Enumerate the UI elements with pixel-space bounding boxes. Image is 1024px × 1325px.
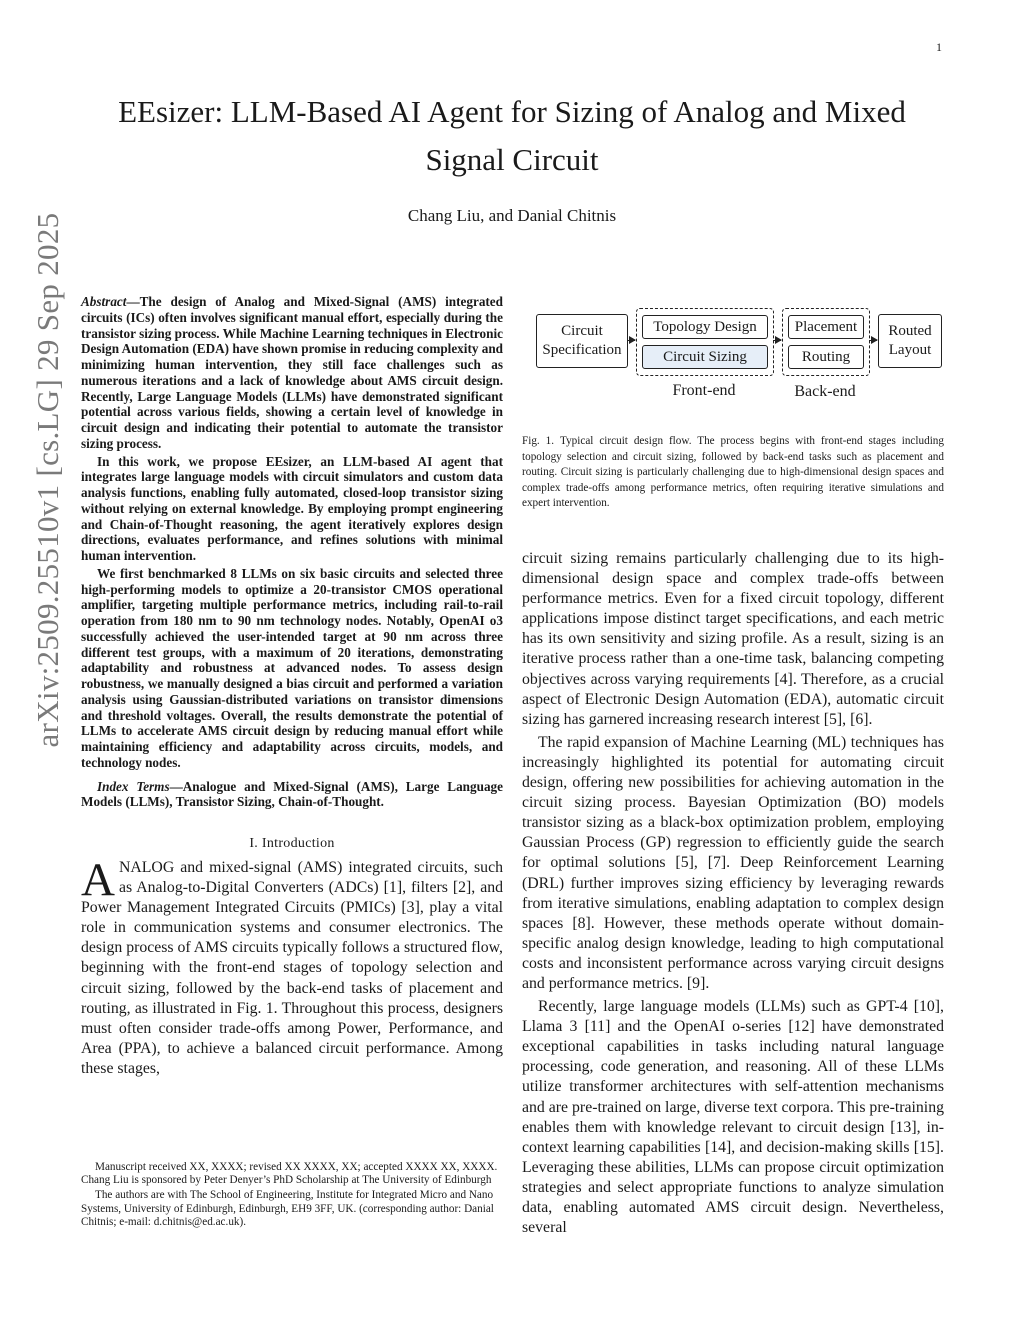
page-number: 1 bbox=[936, 40, 942, 54]
intro-paragraph-1 bbox=[81, 854, 503, 1079]
box-routed-layout: Routed Layout bbox=[878, 314, 942, 368]
arrow-backend-to-layout bbox=[869, 340, 877, 341]
intro-paragraph-2: circuit sizing remains particularly challenging due to its high-dimensional design space and complex trade-offs between performance metrics. Even for a fixed circuit topology, different applications impose distinct target specifications, and each metric has its own sensitivity and sizing profile. As a result, sizing is an iterative process rather than a one-time task, balancing competing objectives across varying requirements [4]. Therefore, as a crucial aspect of Electronic Design Automation (EDA), automatic circuit sizing has garnered increasing research interest [5], [6]. bbox=[522, 550, 944, 728]
abstract-p2: In this work, we propose EEsizer, an LLM-based AI agent that integrates large language models with circuit simulators and custom data analysis functions, enabling fully automated, closed-loop transistor sizing without relying on external knowledge. By employing prompt engineering and Chain-of-Thought reasoning, the agent iteratively explores design directions, evaluates performance, and refines solutions with minimal human intervention. bbox=[81, 453, 503, 563]
drop-cap: A bbox=[81, 854, 115, 906]
box-placement: Placement bbox=[788, 315, 864, 339]
paper-authors: Chang Liu, and Danial Chitnis bbox=[407, 206, 617, 225]
figure-1-diagram bbox=[530, 308, 950, 408]
abstract-label: Abstract bbox=[81, 294, 127, 309]
label-backend: Back-end bbox=[794, 383, 856, 400]
paper-title: EEsizer: LLM-Based AI Agent for Sizing of Analog and Mixed Signal Circuit bbox=[118, 94, 906, 177]
arxiv-stamp: arXiv:2509.25510v1 [cs.LG] 29 Sep 2025 bbox=[30, 212, 65, 748]
intro-paragraph-3: The rapid expansion of Machine Learning (ML) techniques has increasingly highlighted its potential for automating circuit design, offering new possibilities for achieving automation in the circuit sizing process. Bayesian Optimization (BO) models transistor sizing as a black-box optimization problem, employing Gaussian Process (GP) regression to efficiently guide the search for optimal solutions [5], [7]. Deep Reinforcement Learning (DRL) further improves sizing efficiency by leveraging rewards from iterative simulations, enabling adaptation to complex design spaces [8]. However, these methods operate without domain-specific analog design knowledge, leading to high computational costs and inconsistent performance across varying circuit designs and performance metrics. [9]. bbox=[522, 733, 944, 992]
label-frontend: Front-end bbox=[672, 382, 736, 399]
index-terms-text: Analogue and Mixed-Signal (AMS), Large Language Models (LLMs), Transistor Sizing, Chain-of-Thought. bbox=[81, 778, 503, 810]
footnotes bbox=[81, 1161, 503, 1229]
index-terms-label: Index Terms bbox=[97, 778, 170, 794]
index-terms bbox=[81, 779, 503, 811]
abstract-p3: We first benchmarked 8 LLMs on six basic circuits and selected three high-performing models to optimize a 20-transistor CMOS operational amplifier, targeting multiple performance metrics, including rail-to-rail operation from 180 nm to 90 nm technology nodes. Notably, OpenAI o3 successfully achieved the user-intended target at 90 nm across three different test groups, with a maximum of 20 iterations, demonstrating adaptability and robustness at advanced nodes. To assess design robustness, we manually designed a bias circuit and performed a variation analysis using Gaussian-distributed variations on transistor dimensions and threshold voltages. Overall, the results demonstrate the potential of LLMs to accelerate AMS circuit design by reducing manual effort while maintaining efficiency and adaptability across circuits, models, and technology nodes. bbox=[81, 565, 503, 770]
box-routing: Routing bbox=[788, 345, 864, 369]
box-topology-design: Topology Design bbox=[642, 315, 768, 339]
figure-1-caption bbox=[522, 434, 944, 512]
right-column bbox=[522, 549, 944, 1238]
figure-1-caption-label: Fig. 1. bbox=[522, 435, 555, 447]
box-circuit-specification: Circuit Specification bbox=[536, 314, 628, 368]
footnote-manuscript: Manuscript received XX, XXXX; revised XX XXXX, XX; accepted XXXX XX, XXXX. Chang Liu is sponsored by Peter Denyer’s PhD Scholarship at The University of Edinburgh bbox=[81, 1161, 498, 1187]
abstract-p1 bbox=[81, 294, 503, 452]
box-circuit-sizing: Circuit Sizing bbox=[642, 345, 768, 369]
arrow-spec-to-frontend bbox=[627, 340, 635, 341]
index-terms-dash: — bbox=[169, 778, 183, 794]
intro-text-1: NALOG and mixed-signal (AMS) integrated circuits, such as Analog-to-Digital Converters (ADCs) [1], filters [2], and Power Management Integrated Circuits (PMICs) [3], play a vital role in communication systems and consumer electronics. The design process of AMS circuits typically follows a structured flow, beginning with the front-end stages of topology selection and circuit sizing, followed by the back-end tasks of placement and routing, as illustrated in Fig. 1. Throughout this process, designers must often consider trade-offs among Power, Performance, and Area (PPA), to achieve a balanced circuit performance. Among these stages, bbox=[81, 859, 503, 1077]
intro-paragraph-4: Recently, large language models (LLMs) such as GPT-4 [10], Llama 3 [11] and the OpenAI o-series [12] have demonstrated exceptional capabilities in tasks including natural language processing, code generation, and reasoning. All of these LLMs utilize transformer architectures with self-attention mechanisms and are pre-trained on large, diverse text corpora. This pre-training enables them with knowledge relevant to circuit design [13], in-context learning capabilities [14], and decision-making skills [15]. Leveraging these abilities, LLMs can propose circuit optimization strategies and select appropriate functions to analyze simulation data, enabling automated AMS circuit design. Nevertheless, several bbox=[522, 998, 944, 1237]
footnote-affiliation: The authors are with The School of Engineering, Institute for Integrated Micro and Nano Systems, University of Edinburgh, Edinburgh, EH9 3FF, UK. (corresponding author: Danial Chitnis; e-mail: d.chitnis@ed.ac.uk). bbox=[81, 1189, 494, 1228]
arrow-frontend-to-backend bbox=[773, 340, 781, 341]
left-column bbox=[81, 294, 503, 1079]
section-heading-introduction: I. Introduction bbox=[249, 836, 335, 851]
figure-1-caption-text: Typical circuit design flow. The process begins with front-end stages including topology selection and circuit sizing, followed by back-end tasks such as placement and routing. Circuit sizing is particularly challenging due to high-dimensional design spaces and complex trade-offs among performance metrics, often requiring iterative simulations and expert intervention. bbox=[522, 435, 944, 510]
abstract-dash: — bbox=[126, 294, 140, 309]
abstract-text-1: The design of Analog and Mixed-Signal (AMS) integrated circuits (ICs) often involves significant manual effort, especially during the transistor sizing process. While Machine Learning techniques in Electronic Design Automation (EDA) have shown promise in reducing complexity and minimizing human intervention, they still face challenges such as numerous iterations and a lack of knowledge about AMS circuit design. Recently, Large Language Models (LLMs) have demonstrated significant potential across various fields, showing a certain level of knowledge in circuit design and indicating their potential to automate the transistor sizing process. bbox=[81, 294, 503, 451]
